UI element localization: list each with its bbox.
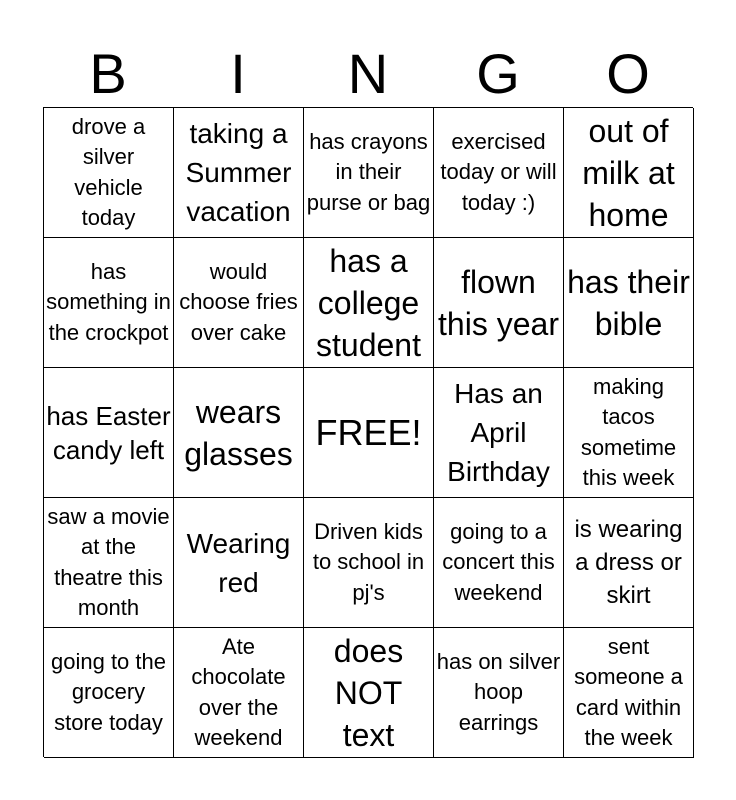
bingo-cell[interactable]	[304, 498, 434, 628]
cell-text: has on silver hoop earrings	[436, 648, 561, 735]
cell-text: Driven kids to school in pj's	[312, 518, 425, 605]
bingo-cell[interactable]	[564, 498, 694, 628]
bingo-cell[interactable]	[44, 368, 174, 498]
header-letter-o: O	[606, 42, 650, 105]
bingo-cell[interactable]	[564, 628, 694, 758]
cell-text: has their bible	[567, 263, 690, 342]
bingo-cell[interactable]	[44, 498, 174, 628]
bingo-cell[interactable]	[434, 368, 564, 498]
header-letter-n: N	[347, 42, 389, 105]
cell-text: flown this year	[438, 263, 559, 342]
header-letter-i: I	[230, 42, 246, 105]
bingo-cell[interactable]	[174, 498, 304, 628]
cell-text: is wearing a dress or skirt	[574, 516, 683, 609]
bingo-cell[interactable]	[434, 628, 564, 758]
cell-text: out of milk at home	[582, 112, 675, 233]
cell-text: does NOT text	[333, 632, 404, 753]
header-letter-g: G	[476, 42, 520, 105]
bingo-cell[interactable]	[564, 238, 694, 368]
bingo-cell[interactable]	[434, 108, 564, 238]
bingo-cell[interactable]	[564, 108, 694, 238]
cell-text: making tacos sometime this week	[580, 373, 677, 490]
cell-text: would choose fries over cake	[179, 258, 298, 345]
cell-text: Ate chocolate over the weekend	[191, 633, 286, 750]
cell-text: Has an April Birthday	[447, 378, 550, 487]
bingo-cell[interactable]	[304, 108, 434, 238]
cell-text: has something in the crockpot	[46, 258, 171, 345]
bingo-cell[interactable]	[434, 498, 564, 628]
free-space-cell[interactable]	[304, 368, 434, 498]
free-space-text: FREE!	[315, 411, 422, 453]
bingo-cell[interactable]	[44, 628, 174, 758]
bingo-cell[interactable]	[564, 368, 694, 498]
bingo-cell[interactable]	[434, 238, 564, 368]
bingo-cell[interactable]	[304, 628, 434, 758]
bingo-cell[interactable]	[174, 628, 304, 758]
cell-text: has a college student	[316, 242, 421, 363]
cell-text: wears glasses	[184, 393, 293, 472]
bingo-cell[interactable]	[174, 368, 304, 498]
cell-text: Wearing red	[186, 527, 291, 598]
cell-text: taking a Summer vacation	[185, 118, 292, 227]
cell-text: drove a silver vehicle today	[71, 113, 146, 230]
bingo-header	[43, 40, 693, 108]
cell-text: going to the grocery store today	[51, 648, 166, 735]
cell-text: sent someone a card within the week	[574, 633, 683, 750]
cell-text: exercised today or will today :)	[440, 128, 557, 215]
bingo-cell[interactable]	[174, 238, 304, 368]
cell-text: has crayons in their purse or bag	[306, 128, 431, 215]
bingo-board	[43, 107, 693, 757]
bingo-cell[interactable]	[44, 238, 174, 368]
bingo-cell[interactable]	[44, 108, 174, 238]
cell-text: saw a movie at the theatre this month	[47, 503, 170, 620]
bingo-cell[interactable]	[304, 238, 434, 368]
header-letter-b: B	[89, 42, 127, 105]
cell-text: going to a concert this weekend	[442, 518, 555, 605]
bingo-cell[interactable]	[174, 108, 304, 238]
cell-text: has Easter candy left	[46, 400, 171, 465]
